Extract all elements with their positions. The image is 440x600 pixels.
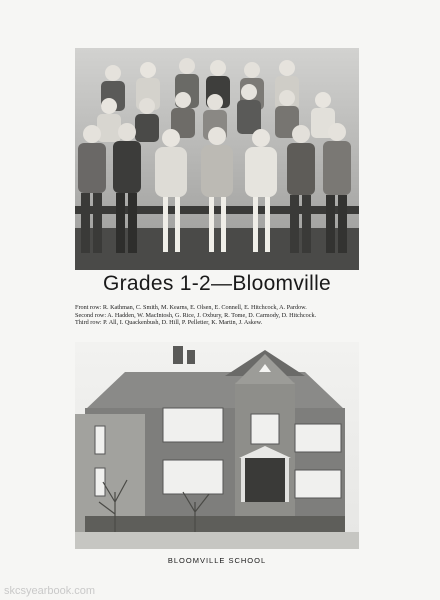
school-photo-image — [75, 342, 359, 549]
caption-third-row: Third row: P. All, I. Quackenbush, D. Hill, P. Pelletier, K. Martin, J. Askew. — [75, 319, 263, 327]
school-caption: BLOOMVILLE SCHOOL — [167, 556, 267, 565]
school-photo — [75, 342, 359, 549]
class-photo — [75, 48, 359, 270]
caption-front-row: Front row: R. Kathman, C. Smith, M. Kearns, E. Olsen, E. Connell, E. Hitchcock, A. Pardow. — [75, 304, 307, 311]
page-title: Grades 1-2—Bloomville — [102, 272, 332, 295]
watermark: skcsyearbook.com — [4, 585, 96, 597]
caption-second-row: Second row: A. Hadden, W. MacIntosh, G. Rice, J. Oxbury, R. Tome, D. Carmody, D. Hitchcock. — [75, 311, 317, 319]
photo-caption — [75, 304, 363, 327]
class-photo-image — [75, 48, 359, 270]
